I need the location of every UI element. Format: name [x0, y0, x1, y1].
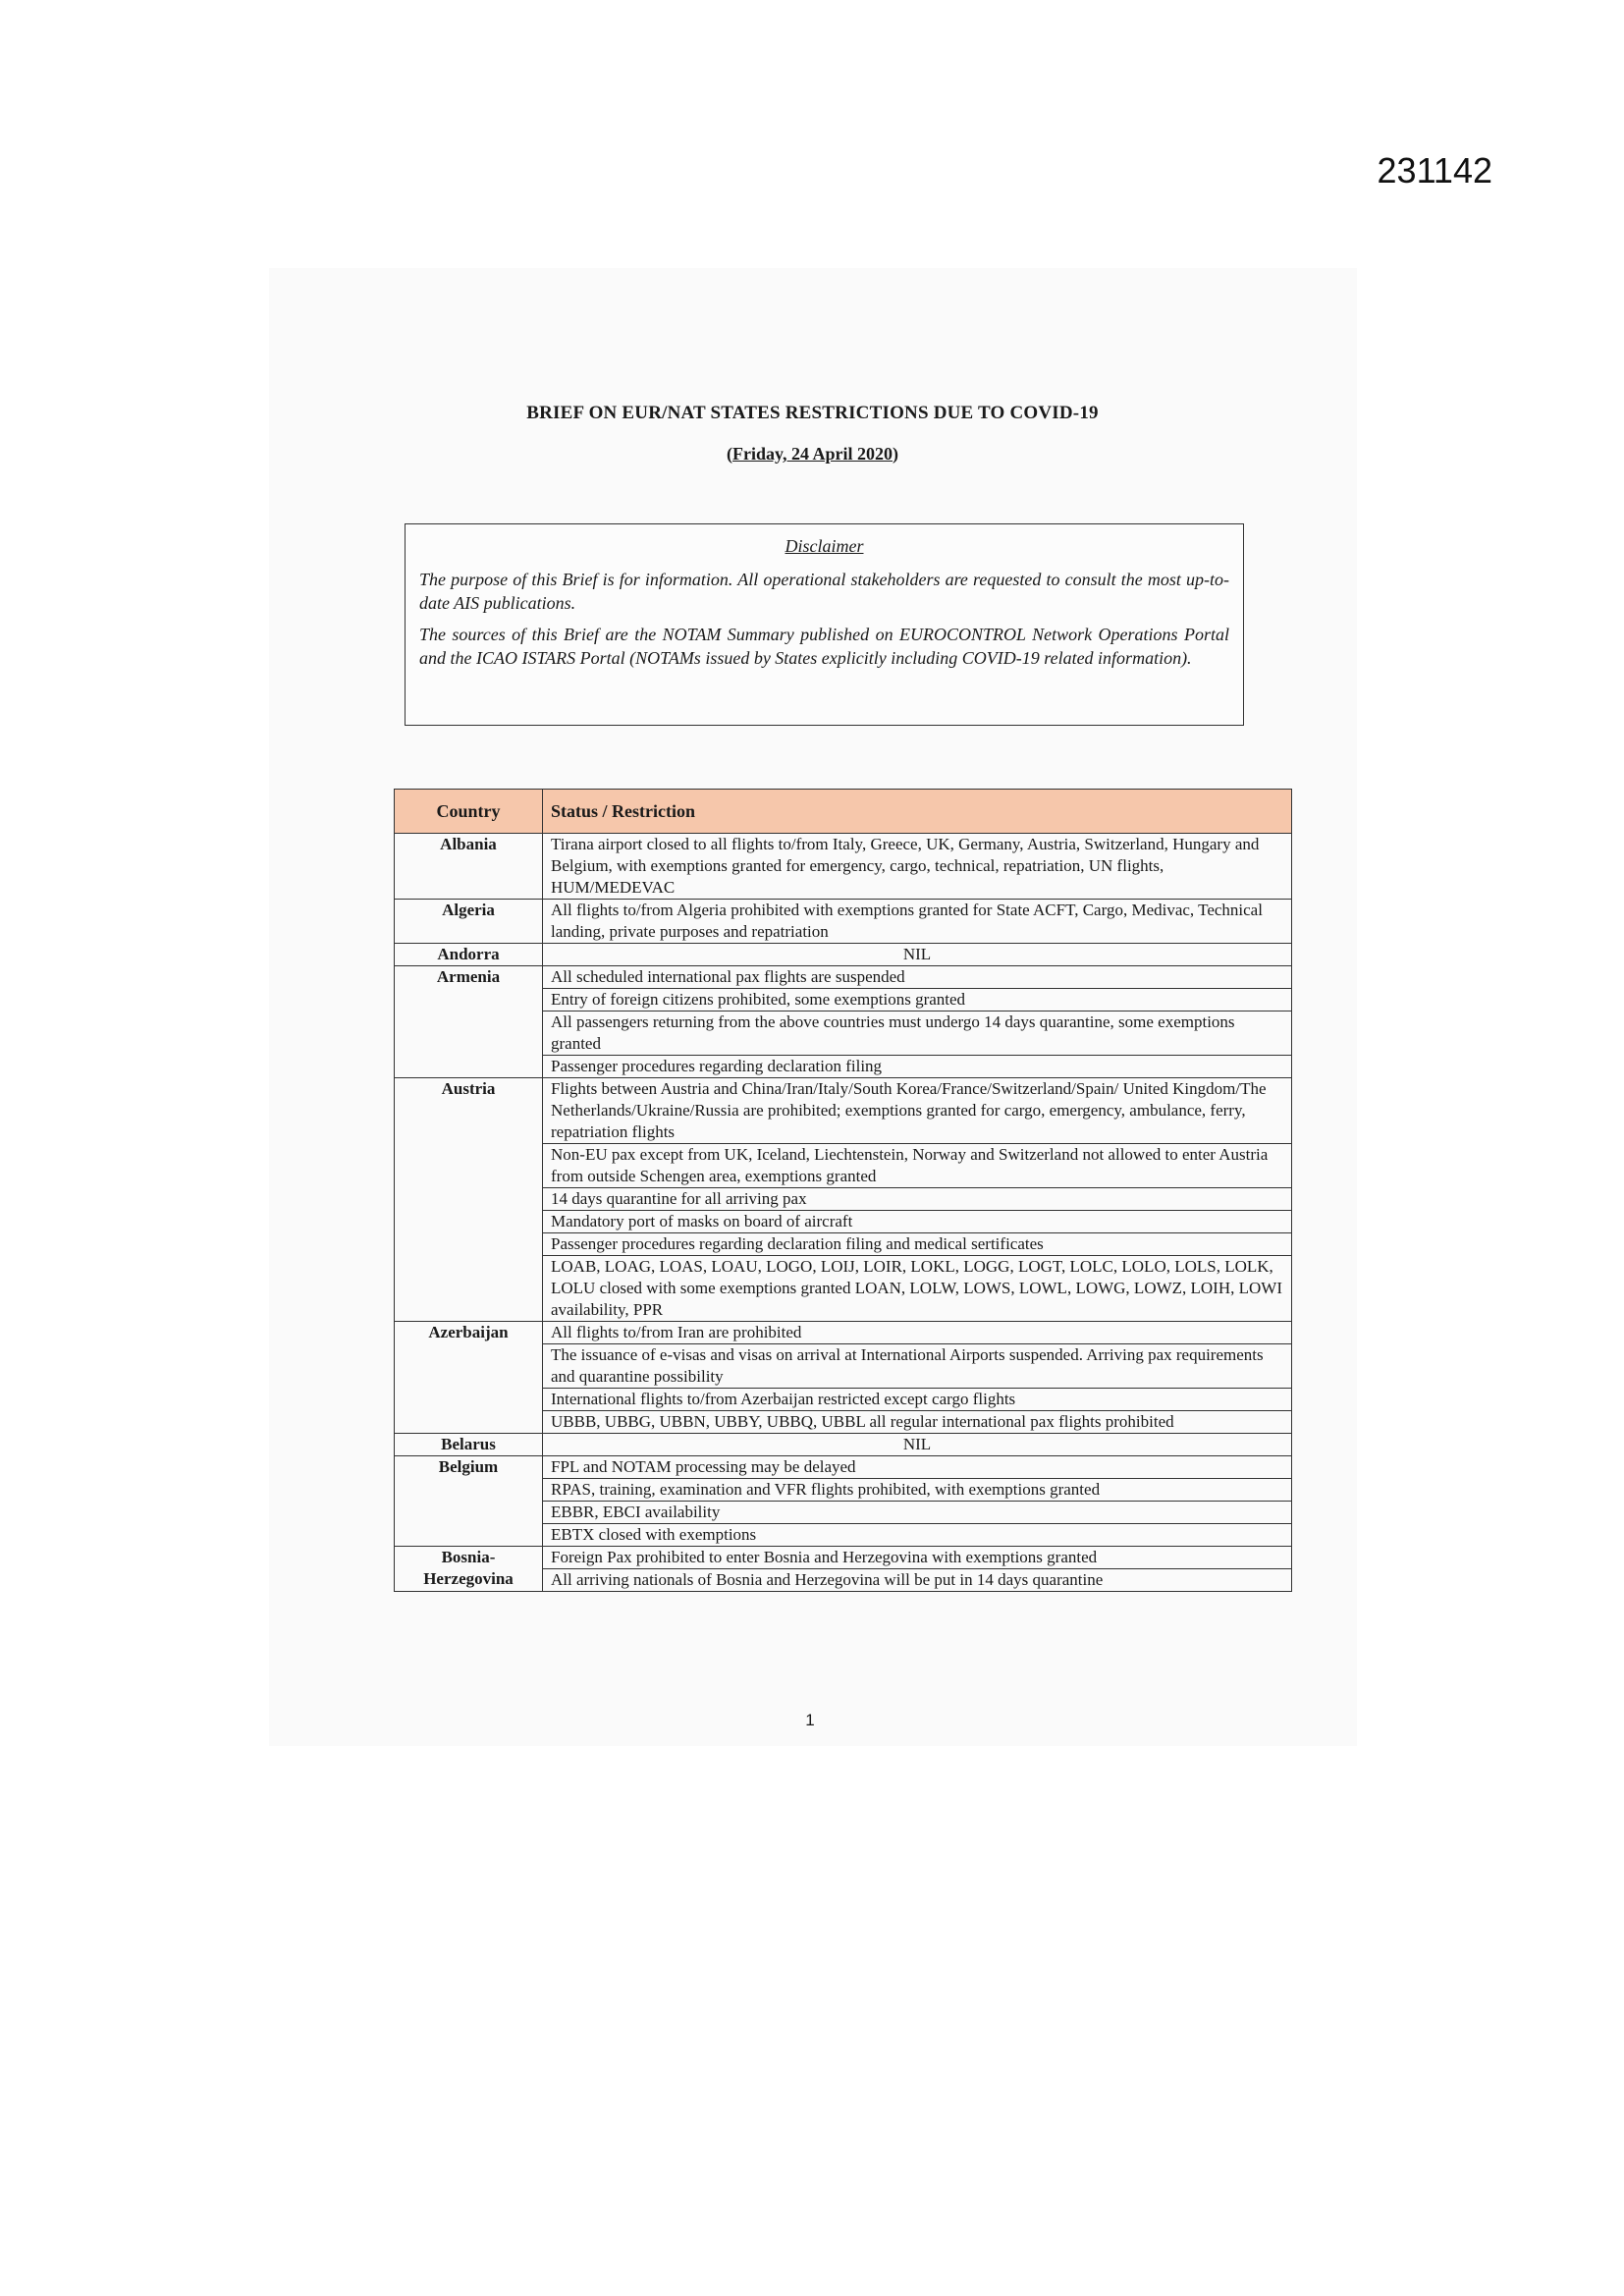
table-row: [395, 944, 1292, 966]
page-number: 1: [805, 1711, 815, 1729]
table-row: [395, 900, 1292, 944]
disclaimer-paragraph-2: The sources of this Brief are the NOTAM Summary published on EUROCONTROL Network Operations Portal and the ICAO ISTARS Portal (NOTAMs issued by States explicitly including COVID-19 related information).: [419, 625, 1229, 668]
restriction-cell: All arriving nationals of Bosnia and Herzegovina will be put in 14 days quarantine: [543, 1569, 1292, 1592]
restriction-cell: Non-EU pax except from UK, Iceland, Liechtenstein, Norway and Switzerland not allowed to enter Austria from outside Schengen area, exemptions granted: [543, 1144, 1292, 1188]
date-text: Friday, 24 April 2020: [731, 444, 893, 464]
restriction-cell: Tirana airport closed to all flights to/from Italy, Greece, UK, Germany, Austria, Switzerland, Hungary and Belgium, with exemptions granted for emergency, cargo, technical, repatriation, UN flights, HUM/MEDEVAC: [543, 834, 1292, 900]
date-close: ): [893, 444, 898, 464]
country-cell: Andorra: [395, 944, 543, 966]
restriction-cell: All scheduled international pax flights are suspended: [543, 966, 1292, 989]
restriction-cell: All flights to/from Iran are prohibited: [543, 1322, 1292, 1344]
restriction-cell: Entry of foreign citizens prohibited, some exemptions granted: [543, 989, 1292, 1011]
restriction-cell: Mandatory port of masks on board of aircraft: [543, 1211, 1292, 1233]
country-cell: Albania: [395, 834, 543, 900]
disclaimer-box: [405, 523, 1244, 726]
document-title: BRIEF ON EUR/NAT STATES RESTRICTIONS DUE TO COVID-19: [526, 403, 1099, 423]
document-number: 231142: [1377, 150, 1492, 191]
table-row: [395, 1078, 1292, 1144]
restriction-cell: International flights to/from Azerbaijan restricted except cargo flights: [543, 1389, 1292, 1411]
country-cell: Armenia: [395, 966, 543, 1078]
restriction-cell: EBBR, EBCI availability: [543, 1502, 1292, 1524]
restriction-cell: EBTX closed with exemptions: [543, 1524, 1292, 1547]
restriction-cell: FPL and NOTAM processing may be delayed: [543, 1456, 1292, 1479]
disclaimer-heading: Disclaimer: [785, 536, 864, 556]
country-cell: Austria: [395, 1078, 543, 1322]
restriction-cell: 14 days quarantine for all arriving pax: [543, 1188, 1292, 1211]
table-row: [395, 1434, 1292, 1456]
table-row: [395, 966, 1292, 989]
restriction-cell: The issuance of e-visas and visas on arrival at International Airports suspended. Arriving pax requirements and quarantine possibility: [543, 1344, 1292, 1389]
header-status: Status / Restriction: [543, 790, 1292, 834]
document-date: [393, 444, 1232, 465]
restriction-cell: All passengers returning from the above countries must undergo 14 days quarantine, some exemptions granted: [543, 1011, 1292, 1056]
restriction-cell: UBBB, UBBG, UBBN, UBBY, UBBQ, UBBL all regular international pax flights prohibited: [543, 1411, 1292, 1434]
country-cell: Azerbaijan: [395, 1322, 543, 1434]
table-row: [395, 834, 1292, 900]
country-cell: Belgium: [395, 1456, 543, 1547]
table-row: [395, 1547, 1292, 1569]
country-cell: Algeria: [395, 900, 543, 944]
header-country: Country: [395, 790, 543, 834]
country-cell: Belarus: [395, 1434, 543, 1456]
disclaimer-paragraph-1: The purpose of this Brief is for information. All operational stakeholders are requested to consult the most up-to-date AIS publications.: [419, 570, 1229, 613]
table-header-row: [395, 790, 1292, 834]
table-body: [395, 834, 1292, 1592]
date-open: (: [726, 444, 732, 464]
restriction-cell: LOAB, LOAG, LOAS, LOAU, LOGO, LOIJ, LOIR, LOKL, LOGG, LOGT, LOLC, LOLO, LOLS, LOLK, LOLU closed with some exemptions granted LOAN, LOLW, LOWS, LOWL, LOWG, LOWZ, LOIH, LOWI availability, PPR: [543, 1256, 1292, 1322]
restriction-cell: NIL: [543, 1434, 1292, 1456]
restriction-cell: Flights between Austria and China/Iran/Italy/South Korea/France/Switzerland/Spain/ United Kingdom/The Netherlands/Ukraine/Russia are prohibited; exemptions granted for cargo, emergency, ambulance, ferry, repatriation flights: [543, 1078, 1292, 1144]
restriction-cell: Foreign Pax prohibited to enter Bosnia and Herzegovina with exemptions granted: [543, 1547, 1292, 1569]
table-row: [395, 1456, 1292, 1479]
restriction-cell: All flights to/from Algeria prohibited with exemptions granted for State ACFT, Cargo, Medivac, Technical landing, private purposes and repatriation: [543, 900, 1292, 944]
restriction-cell: Passenger procedures regarding declaration filing: [543, 1056, 1292, 1078]
restriction-cell: NIL: [543, 944, 1292, 966]
country-cell: Bosnia-Herzegovina: [395, 1547, 543, 1592]
table-row: [395, 1322, 1292, 1344]
restrictions-table: [394, 789, 1292, 1592]
restriction-cell: RPAS, training, examination and VFR flights prohibited, with exemptions granted: [543, 1479, 1292, 1502]
restriction-cell: Passenger procedures regarding declaration filing and medical sertificates: [543, 1233, 1292, 1256]
